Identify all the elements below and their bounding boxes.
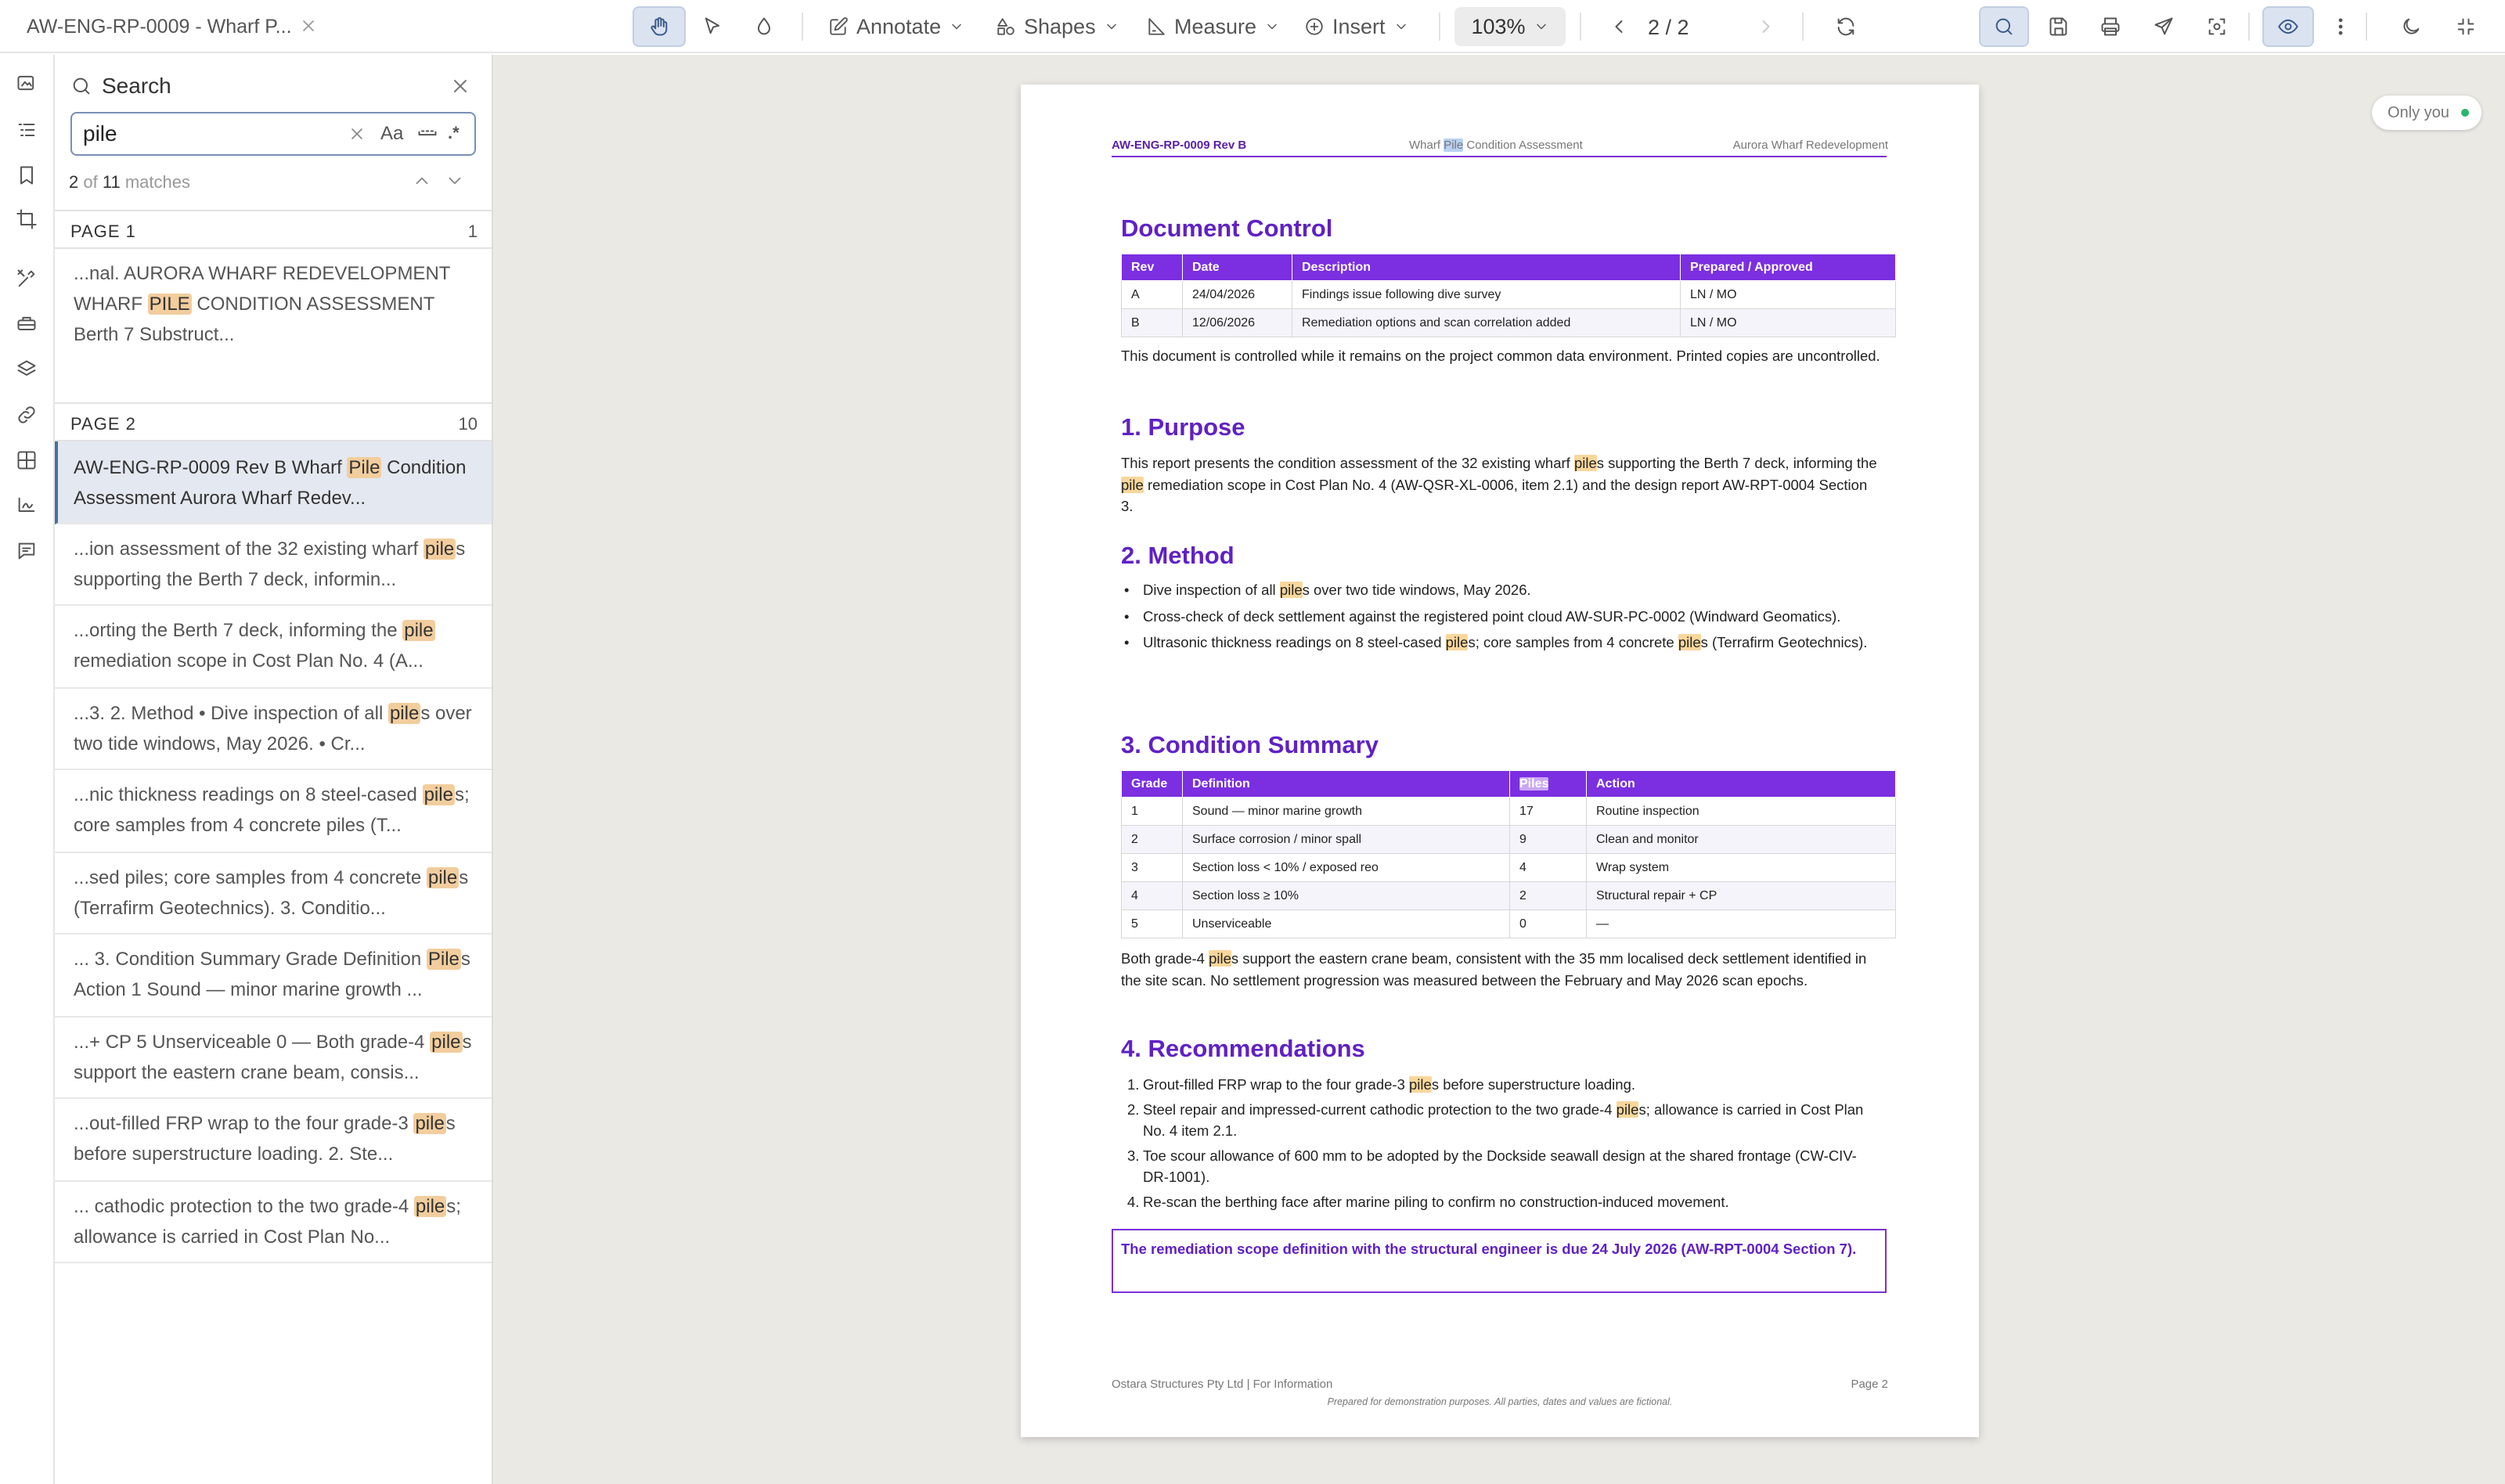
table-cell: LN / MO bbox=[1681, 281, 1896, 309]
table-cell: Sound — minor marine growth bbox=[1183, 798, 1510, 826]
cursor-arrow-icon bbox=[701, 16, 723, 38]
page-group-count: 1 bbox=[467, 222, 478, 241]
hand-icon bbox=[648, 16, 670, 38]
body-text: s (Terrafirm Geotechnics). bbox=[1700, 634, 1868, 650]
page-header-project: Aurora Wharf Redevelopment bbox=[1732, 139, 1888, 152]
result-text: ...orting the Berth 7 deck, informing the bbox=[74, 620, 403, 641]
table-cell: — bbox=[1587, 910, 1896, 938]
table-row bbox=[1122, 281, 1896, 309]
result-text: Condition Assessment Aurora Wharf Redev... bbox=[74, 457, 467, 509]
shapes-menu-button[interactable] bbox=[988, 6, 1127, 47]
search-box bbox=[70, 112, 476, 156]
body-text: s supporting the Berth 7 deck, informing the bbox=[1596, 455, 1877, 471]
result-text: remediation scope in Cost Plan No. 4 (A... bbox=[74, 650, 424, 672]
match-total: 11 bbox=[102, 172, 121, 192]
share-button[interactable] bbox=[2143, 6, 2184, 47]
page-group-header bbox=[55, 402, 493, 441]
visibility-label: Only you bbox=[2388, 104, 2449, 121]
result-match: pile bbox=[424, 538, 455, 560]
save-button[interactable] bbox=[2038, 6, 2079, 47]
document-control-table bbox=[1121, 254, 1896, 337]
result-match: pile bbox=[427, 867, 458, 888]
page-group-label: PAGE 1 bbox=[70, 222, 136, 241]
result-text: ...nic thickness readings on 8 steel-cased bbox=[74, 784, 423, 805]
table-row bbox=[1122, 309, 1896, 337]
chevron-right-icon bbox=[1755, 16, 1777, 38]
insert-label: Insert bbox=[1332, 14, 1386, 38]
previous-page-button[interactable] bbox=[1602, 6, 1636, 47]
match-suffix: matches bbox=[124, 172, 190, 192]
list-item: • Cross-check of deck settlement against the registered point cloud AW-SUR-PC-0002 (Windward Geomatics). bbox=[1121, 606, 1880, 628]
table-cell: Routine inspection bbox=[1587, 798, 1896, 826]
table-header-cell: Prepared / Approved bbox=[1681, 254, 1896, 281]
search-result[interactable] bbox=[55, 606, 493, 689]
crop-icon[interactable] bbox=[16, 208, 38, 230]
eye-icon bbox=[2277, 16, 2299, 38]
view-mode-button[interactable] bbox=[2262, 6, 2314, 47]
match-highlight: pile bbox=[1573, 455, 1597, 471]
insert-menu-button[interactable] bbox=[1296, 6, 1417, 47]
regex-toggle[interactable]: .* bbox=[448, 123, 460, 142]
toolbar-divider bbox=[1802, 13, 1804, 41]
result-match: pile bbox=[415, 1113, 445, 1134]
table-cell: LN / MO bbox=[1681, 309, 1896, 337]
table-header-cell: Action bbox=[1587, 771, 1896, 798]
result-match: Pile bbox=[427, 949, 460, 970]
document-tab-title[interactable]: AW-ENG-RP-0009 - Wharf P... bbox=[27, 16, 292, 38]
toolbar-divider bbox=[1439, 13, 1440, 41]
result-match: PILE bbox=[149, 294, 190, 315]
stamp-icon[interactable] bbox=[16, 313, 38, 335]
table-row bbox=[1122, 910, 1896, 938]
search-result[interactable] bbox=[55, 1099, 493, 1182]
table-cell: Unserviceable bbox=[1183, 910, 1510, 938]
page-group-header bbox=[55, 210, 493, 249]
result-text: s Action 1 Sound — minor marine growth ... bbox=[74, 949, 470, 1000]
select-tool-button[interactable] bbox=[692, 6, 733, 47]
match-highlight: pile bbox=[1121, 476, 1144, 493]
top-toolbar bbox=[0, 0, 2505, 53]
table-row bbox=[1122, 882, 1896, 910]
table-cell: 4 bbox=[1122, 882, 1183, 910]
search-result[interactable] bbox=[55, 853, 493, 935]
page-indicator[interactable]: 2 / 2 bbox=[1648, 16, 1689, 39]
result-match: pile bbox=[389, 703, 420, 724]
search-result[interactable] bbox=[55, 1018, 493, 1099]
result-text: AW-ENG-RP-0009 Rev B Wharf bbox=[74, 457, 348, 478]
result-text: s over two tide windows, May 2026. • Cr... bbox=[74, 703, 472, 755]
search-input[interactable] bbox=[83, 121, 318, 146]
table-header-row bbox=[1122, 771, 1896, 798]
table-header-cell: Date bbox=[1183, 254, 1292, 281]
search-result[interactable] bbox=[55, 524, 493, 606]
print-button[interactable] bbox=[2090, 6, 2131, 47]
table-cell: 9 bbox=[1510, 826, 1587, 854]
scan-button[interactable] bbox=[2197, 6, 2237, 47]
table-header-cell: Grade bbox=[1122, 771, 1183, 798]
header-rule bbox=[1112, 156, 1887, 157]
save-icon bbox=[2048, 16, 2070, 38]
result-text: s supporting the Berth 7 deck, informin... bbox=[74, 538, 466, 590]
table-cell: 2 bbox=[1510, 882, 1587, 910]
list-item bbox=[1121, 1145, 1880, 1188]
table-cell: 17 bbox=[1510, 798, 1587, 826]
match-highlight: pile bbox=[1445, 634, 1469, 650]
body-text: Steel repair and impressed-current cathodic protection to the two grade-4 bbox=[1143, 1100, 1617, 1118]
table-row bbox=[1122, 826, 1896, 854]
zoom-value: 103% bbox=[1471, 14, 1526, 38]
annotate-label: Annotate bbox=[856, 14, 942, 38]
table-row bbox=[1122, 798, 1896, 826]
table-cell: Surface corrosion / minor spall bbox=[1183, 826, 1510, 854]
body-text: This report presents the condition assessment of the 32 existing wharf bbox=[1121, 455, 1574, 471]
fullscreen-button[interactable] bbox=[2446, 6, 2486, 47]
result-text: ...sed piles; core samples from 4 concrete bbox=[74, 867, 427, 888]
match-highlight: pile bbox=[1678, 634, 1701, 650]
toolbar-divider bbox=[1580, 13, 1581, 41]
table-cell: Clean and monitor bbox=[1587, 826, 1896, 854]
measure-label: Measure bbox=[1174, 14, 1257, 38]
table-header-cell: Description bbox=[1292, 254, 1681, 281]
refresh-button[interactable] bbox=[1826, 6, 1866, 47]
result-text: s; allowance is carried in Cost Plan No... bbox=[74, 1196, 461, 1248]
refresh-icon bbox=[1835, 16, 1857, 38]
printer-icon bbox=[2100, 16, 2121, 38]
zoom-select[interactable] bbox=[1454, 7, 1566, 46]
result-text: s support the eastern crane beam, consis... bbox=[74, 1032, 472, 1083]
body-text: Dive inspection of all bbox=[1143, 582, 1280, 598]
more-options-button[interactable] bbox=[2325, 6, 2356, 47]
toolbar-divider bbox=[2248, 13, 2250, 41]
body-text: s; allowance is carried in Cost Plan No. 4 item 2.1. bbox=[1143, 1100, 1864, 1139]
table-cell: A bbox=[1122, 281, 1183, 309]
table-cell: B bbox=[1122, 309, 1183, 337]
table-header-row bbox=[1122, 254, 1896, 281]
search-result[interactable] bbox=[55, 935, 493, 1018]
table-cell: 0 bbox=[1510, 910, 1587, 938]
chevron-down-icon bbox=[1393, 19, 1409, 34]
body-text: remediation scope in Cost Plan No. 4 (AW-QSR-XL-0006, item 2.1) and the design report AW-RPT-0004 Section 3. bbox=[1121, 476, 1868, 514]
pan-tool-button[interactable] bbox=[633, 6, 686, 47]
page-header-doc-id: AW-ENG-RP-0009 Rev B bbox=[1112, 139, 1247, 152]
purpose-paragraph bbox=[1121, 452, 1880, 517]
body-text: s; core samples from 4 concrete bbox=[1468, 634, 1678, 650]
result-match: pile bbox=[404, 620, 434, 641]
toolbar-divider bbox=[2366, 13, 2367, 41]
match-highlight: Piles bbox=[1519, 776, 1549, 791]
table-cell: 5 bbox=[1122, 910, 1183, 938]
result-match: Pile bbox=[348, 457, 380, 478]
condition-summary-table bbox=[1121, 770, 1896, 938]
dark-mode-button[interactable] bbox=[2391, 6, 2431, 47]
result-match: pile bbox=[431, 1032, 461, 1053]
list-number: 1. bbox=[1127, 1076, 1140, 1093]
link-icon[interactable] bbox=[16, 404, 38, 426]
table-cell: Section loss ≥ 10% bbox=[1183, 882, 1510, 910]
signature-icon[interactable] bbox=[16, 495, 38, 517]
close-search-icon[interactable] bbox=[449, 75, 471, 97]
chevron-down-icon bbox=[1104, 19, 1119, 34]
measure-menu-button[interactable] bbox=[1138, 6, 1288, 47]
table-cell: Structural repair + CP bbox=[1587, 882, 1896, 910]
page-footer-number: Page 2 bbox=[1851, 1378, 1888, 1391]
body-text: s over two tide windows, May 2026. bbox=[1302, 582, 1531, 598]
scan-icon bbox=[2206, 16, 2228, 38]
table-header-cell: Rev bbox=[1122, 254, 1183, 281]
header-text: Wharf bbox=[1409, 139, 1444, 152]
current-match-highlight: Pile bbox=[1444, 139, 1464, 152]
close-tab-icon[interactable] bbox=[299, 16, 318, 35]
search-result[interactable] bbox=[55, 770, 493, 853]
body-text: s before superstructure loading. bbox=[1431, 1076, 1636, 1093]
body-text: Toe scour allowance of 600 mm to be adopted by the Dockside seawall design at the shared frontage (CW-CIV-DR-1001). bbox=[1143, 1147, 1857, 1185]
recommendations-list bbox=[1121, 1074, 1880, 1216]
toolbar-divider bbox=[802, 13, 803, 41]
shapes-label: Shapes bbox=[1024, 14, 1096, 38]
left-icon-rail bbox=[0, 55, 55, 1484]
bookmark-icon[interactable] bbox=[16, 164, 38, 186]
search-result[interactable] bbox=[55, 1182, 493, 1263]
result-text: s; core samples from 4 concrete piles (T... bbox=[74, 784, 470, 836]
result-text: ...nal. AURORA WHARF REDEVELOPMENT WHARF bbox=[74, 263, 450, 315]
search-result[interactable] bbox=[55, 249, 493, 404]
visibility-badge[interactable] bbox=[2372, 95, 2482, 130]
table-cell: 2 bbox=[1122, 826, 1183, 854]
table-header-cell: Definition bbox=[1183, 771, 1510, 798]
shapes-icon bbox=[996, 16, 1016, 37]
search-panel bbox=[55, 55, 493, 1484]
list-item bbox=[1121, 1074, 1880, 1096]
search-result-selected[interactable] bbox=[55, 441, 493, 524]
section-heading: 2. Method bbox=[1121, 542, 1234, 569]
result-match: pile bbox=[415, 1196, 445, 1217]
result-text: s (Terrafirm Geotechnics). 3. Conditio... bbox=[74, 867, 469, 919]
moon-icon bbox=[2400, 16, 2422, 38]
plus-circle-icon bbox=[1304, 16, 1325, 37]
result-text: CONDITION ASSESSMENT Berth 7 Substruct... bbox=[74, 294, 434, 345]
list-item bbox=[1121, 1191, 1880, 1213]
body-text: Ultrasonic thickness readings on 8 steel-cased bbox=[1143, 634, 1446, 650]
table-cell: Section loss < 10% / exposed reo bbox=[1183, 854, 1510, 882]
ruler-icon bbox=[1146, 16, 1166, 37]
table-cell: 24/04/2026 bbox=[1183, 281, 1292, 309]
page-disclaimer: Prepared for demonstration purposes. All parties, dates and values are fictional. bbox=[1327, 1396, 1673, 1407]
result-text: ...+ CP 5 Unserviceable 0 — Both grade-4 bbox=[74, 1032, 431, 1053]
result-text: ...out-filled FRP wrap to the four grade-3 bbox=[74, 1113, 414, 1134]
match-highlight: pile bbox=[1616, 1100, 1639, 1118]
table-cell: 4 bbox=[1510, 854, 1587, 882]
search-icon bbox=[1993, 16, 2015, 38]
result-text: ...ion assessment of the 32 existing wharf bbox=[74, 538, 424, 560]
document-page bbox=[1021, 85, 1979, 1437]
list-number: 2. bbox=[1127, 1100, 1140, 1118]
body-text: s support the eastern crane beam, consistent with the 35 mm localised deck settlement identified in the site scan. No settlement progression was measured between the February and May 2026 scan epochs. bbox=[1121, 950, 1867, 989]
match-current: 2 bbox=[69, 172, 79, 192]
layers-icon[interactable] bbox=[16, 358, 38, 380]
whole-word-icon[interactable] bbox=[416, 123, 438, 145]
list-item bbox=[1121, 1099, 1880, 1142]
result-text: ... 3. Condition Summary Grade Definition bbox=[74, 949, 427, 970]
list-number: 3. bbox=[1127, 1147, 1140, 1164]
table-cell: 1 bbox=[1122, 798, 1183, 826]
table-cell: Wrap system bbox=[1587, 854, 1896, 882]
match-highlight: pile bbox=[1209, 950, 1231, 967]
table-cell: Findings issue following dive survey bbox=[1292, 281, 1681, 309]
next-page-button[interactable] bbox=[1749, 6, 1783, 47]
thumbnails-icon[interactable] bbox=[16, 72, 38, 94]
result-text: s before superstructure loading. 2. Ste... bbox=[74, 1113, 456, 1165]
section-heading: 3. Condition Summary bbox=[1121, 731, 1379, 758]
section-heading: Document Control bbox=[1121, 214, 1333, 242]
due-date-callout: The remediation scope definition with the structural engineer is due 24 July 2026 (AW-RPT-0004 Section 7). bbox=[1112, 1229, 1887, 1293]
table-cell: 3 bbox=[1122, 854, 1183, 882]
annotate-menu-button[interactable] bbox=[820, 6, 972, 47]
header-text: Condition Assessment bbox=[1463, 139, 1583, 152]
result-match: pile bbox=[424, 784, 453, 805]
result-text: ... cathodic protection to the two grade-4 bbox=[74, 1196, 414, 1217]
search-toggle-button[interactable] bbox=[1979, 6, 2029, 47]
search-result[interactable] bbox=[55, 689, 493, 770]
chevron-left-icon bbox=[1608, 16, 1630, 38]
list-item bbox=[1121, 632, 1880, 654]
match-case-toggle[interactable]: Aa bbox=[380, 123, 404, 144]
method-list bbox=[1121, 579, 1880, 658]
page-group-label: PAGE 2 bbox=[70, 414, 136, 434]
match-of: of bbox=[83, 172, 98, 192]
ink-tool-button[interactable] bbox=[744, 6, 784, 47]
form-fields-icon[interactable] bbox=[16, 449, 38, 471]
body-text: Grout-filled FRP wrap to the four grade-3 bbox=[1143, 1076, 1410, 1093]
collapse-arrows-icon bbox=[2455, 16, 2477, 38]
pencil-square-icon bbox=[828, 16, 849, 37]
ink-drop-icon bbox=[753, 16, 775, 38]
search-panel-title: Search bbox=[102, 74, 171, 98]
previous-match-icon[interactable] bbox=[412, 171, 432, 191]
document-viewer[interactable] bbox=[493, 55, 2505, 1484]
body-text: Both grade-4 bbox=[1121, 950, 1209, 967]
tools-icon[interactable] bbox=[16, 268, 38, 290]
result-text: ...3. 2. Method • Dive inspection of all bbox=[74, 703, 388, 724]
list-number: 4. bbox=[1127, 1193, 1140, 1210]
control-note: This document is controlled while it remains on the project common data environment. Printed copies are uncontrolled. bbox=[1121, 348, 1880, 364]
list-item bbox=[1121, 579, 1880, 601]
body-text: Re-scan the berthing face after marine piling to confirm no construction-induced movement. bbox=[1143, 1193, 1729, 1210]
kebab-menu-icon bbox=[2330, 16, 2352, 38]
clear-search-icon[interactable] bbox=[348, 124, 366, 143]
chevron-down-icon bbox=[949, 19, 964, 34]
next-match-icon[interactable] bbox=[445, 171, 465, 191]
page-header-title bbox=[1409, 139, 1583, 152]
match-count bbox=[69, 172, 190, 193]
send-icon bbox=[2153, 16, 2175, 38]
condition-paragraph bbox=[1121, 948, 1880, 991]
table-row bbox=[1122, 854, 1896, 882]
page-group-count: 10 bbox=[458, 414, 478, 434]
chevron-down-icon bbox=[1264, 19, 1280, 34]
section-heading: 4. Recommendations bbox=[1121, 1035, 1365, 1062]
section-heading: 1. Purpose bbox=[1121, 413, 1245, 441]
outline-icon[interactable] bbox=[16, 119, 38, 141]
comments-icon[interactable] bbox=[16, 540, 38, 562]
chevron-down-icon bbox=[1534, 19, 1549, 34]
page-footer-company: Ostara Structures Pty Ltd | For Information bbox=[1112, 1378, 1333, 1391]
table-cell: 12/06/2026 bbox=[1183, 309, 1292, 337]
table-cell: Remediation options and scan correlation added bbox=[1292, 309, 1681, 337]
table-header-cell bbox=[1510, 771, 1587, 798]
match-highlight: pile bbox=[1409, 1076, 1432, 1093]
online-status-dot bbox=[2461, 109, 2469, 117]
match-highlight: pile bbox=[1279, 582, 1303, 598]
search-icon bbox=[70, 75, 92, 97]
